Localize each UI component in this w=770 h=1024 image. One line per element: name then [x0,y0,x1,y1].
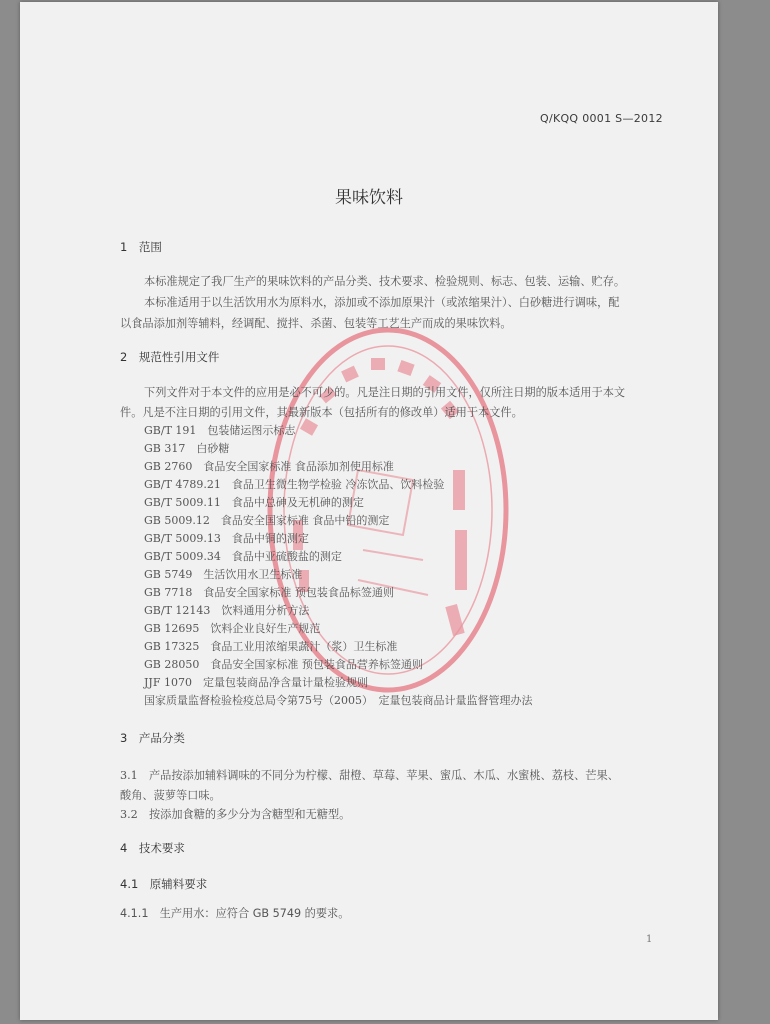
reference-item: GB 17325 食品工业用浓缩果蔬汁（浆）卫生标准 [144,640,398,653]
document-page [20,2,718,1020]
section-3-1-line-2: 酸角、菠萝等口味。 [120,789,221,802]
reference-item: JJF 1070 定量包装商品净含量计量检验规则 [144,676,368,689]
reference-item: GB/T 5009.11 食品中总砷及无机砷的测定 [144,496,364,509]
section-3-1-line-1: 3.1 产品按添加辅料调味的不同分为柠檬、甜橙、草莓、苹果、蜜瓜、木瓜、水蜜桃、荔枝、芒果、 [120,769,619,782]
reference-item: GB 12695 饮料企业良好生产规范 [144,622,321,635]
section-1-paragraph-1: 本标准规定了我厂生产的果味饮料的产品分类、技术要求、检验规则、标志、包装、运输、贮存。 [144,275,626,288]
reference-item: GB/T 191 包装储运图示标志 [144,424,296,437]
section-2-paragraph-line-1: 下列文件对于本文件的应用是必不可少的。凡是注日期的引用文件，仅所注日期的版本适用于本文 [144,386,626,399]
reference-item: GB 28050 食品安全国家标准 预包装食品营养标签通则 [144,658,423,671]
page-number: 1 [646,934,653,945]
section-4-1-1: 4.1.1 生产用水：应符合 GB 5749 的要求。 [120,907,350,920]
section-3-2: 3.2 按添加食糖的多少分为含糖型和无糖型。 [120,808,351,821]
reference-item: 国家质量监督检验检疫总局令第75号（2005） 定量包装商品计量监督管理办法 [144,694,533,707]
section-1-paragraph-2-line-2: 以食品添加剂等辅料，经调配、搅拌、杀菌、包装等工艺生产而成的果味饮料。 [120,317,512,330]
section-2-heading: 2 规范性引用文件 [120,350,220,364]
section-1-heading: 1 范围 [120,240,162,254]
section-3-heading: 3 产品分类 [120,731,185,745]
reference-item: GB/T 5009.34 食品中亚硫酸盐的测定 [144,550,342,563]
reference-item: GB 5009.12 食品安全国家标准 食品中铅的测定 [144,514,390,527]
reference-item: GB 5749 生活饮用水卫生标准 [144,568,303,581]
standard-number: Q/KQQ 0001 S—2012 [540,112,663,125]
section-4-1-heading: 4.1 原辅料要求 [120,877,208,891]
reference-item: GB/T 4789.21 食品卫生微生物学检验 冷冻饮品、饮料检验 [144,478,445,491]
reference-item: GB/T 12143 饮料通用分析方法 [144,604,310,617]
reference-item: GB 2760 食品安全国家标准 食品添加剂使用标准 [144,460,394,473]
document-title: 果味饮料 [335,188,403,208]
reference-item: GB 7718 食品安全国家标准 预包装食品标签通则 [144,586,394,599]
section-4-heading: 4 技术要求 [120,841,185,855]
section-1-paragraph-2-line-1: 本标准适用于以生活饮用水为原料水，添加或不添加原果汁（或浓缩果汁）、白砂糖进行调味，配 [144,296,620,309]
section-2-paragraph-line-2: 件。凡是不注日期的引用文件，其最新版本（包括所有的修改单）适用于本文件。 [120,406,523,419]
reference-item: GB/T 5009.13 食品中铜的测定 [144,532,309,545]
reference-item: GB 317 白砂糖 [144,442,230,455]
